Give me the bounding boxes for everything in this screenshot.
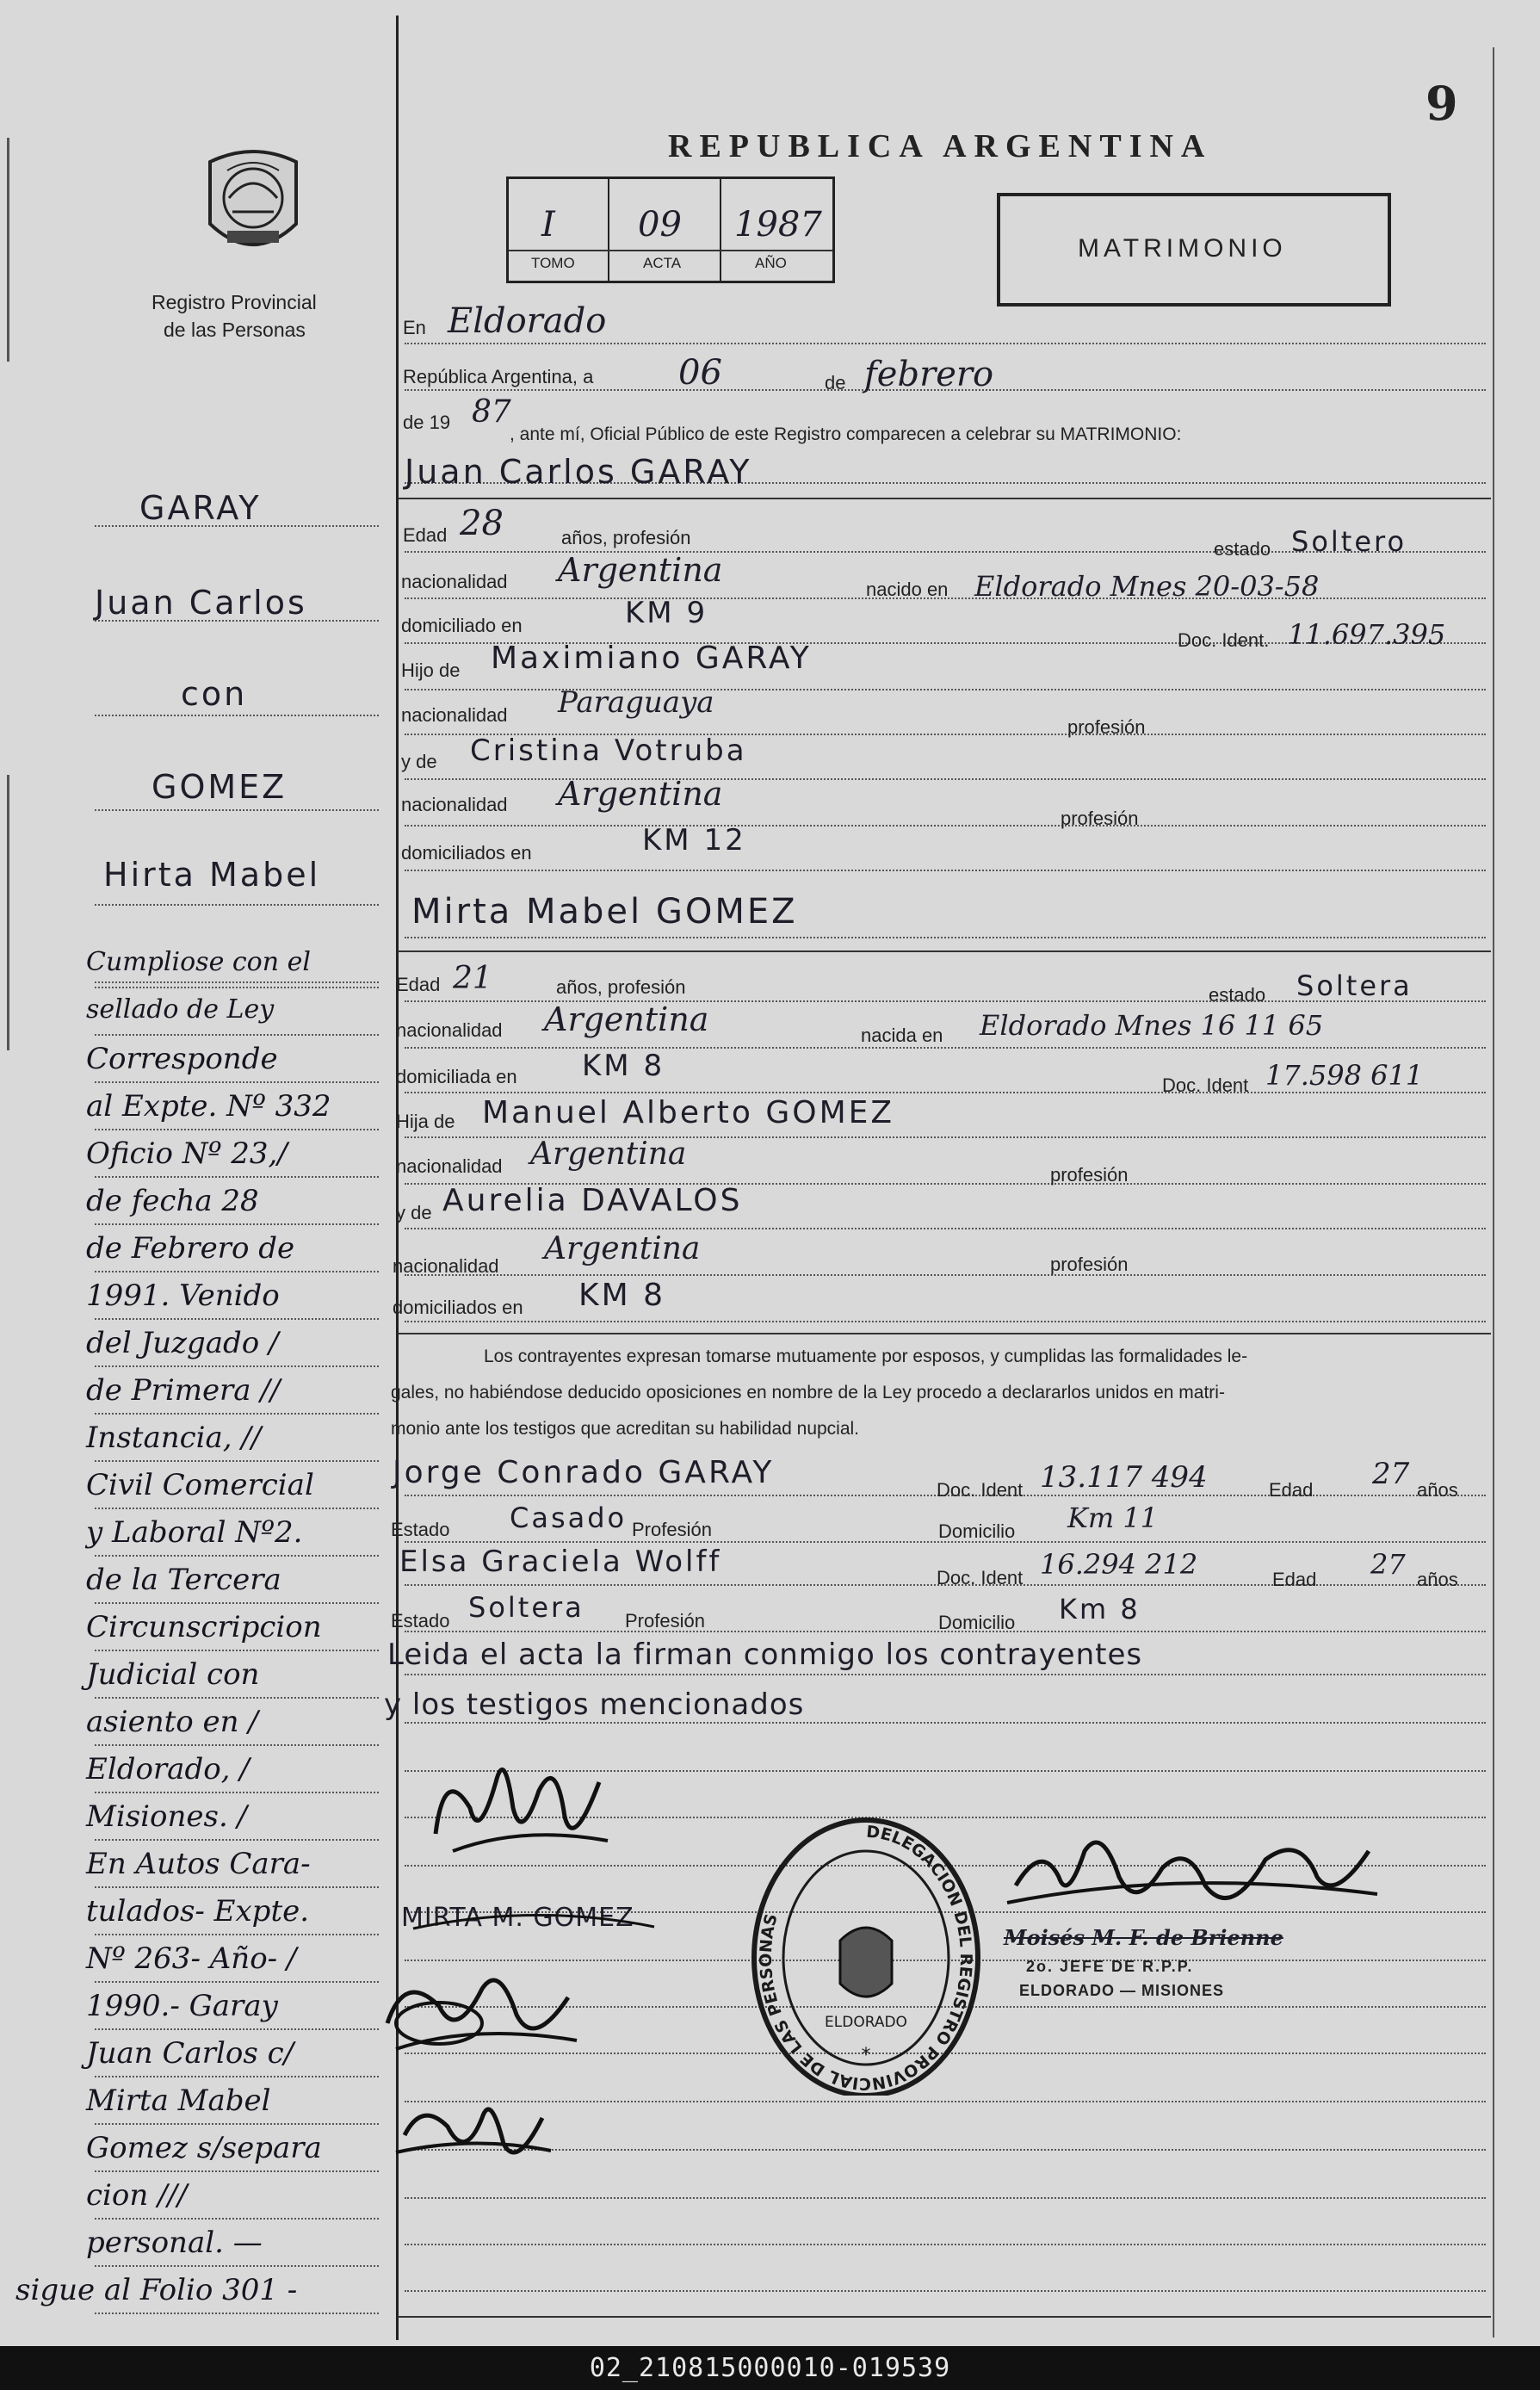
groom-mother-prof-label: profesión xyxy=(1061,808,1139,829)
bride-dom: KM 8 xyxy=(582,1049,665,1083)
year-suffix: 87 xyxy=(472,394,511,430)
registry-name-line1: Registro Provincial xyxy=(152,291,317,313)
margin-note-rule xyxy=(95,1176,379,1178)
margin-note-rule xyxy=(95,1365,379,1367)
bride-mother: Aurelia DAVALOS xyxy=(442,1183,743,1218)
anio-value: 1987 xyxy=(734,205,822,245)
tomo-value: I xyxy=(541,205,555,245)
official-place: ELDORADO — MISIONES xyxy=(1019,1982,1225,1999)
margin-note-line: Cumpliose con el xyxy=(86,947,311,977)
groom-dom-label: domiciliado en xyxy=(401,615,523,636)
legal-paragraph-line1: Los contrayentes expresan tomarse mutuamente por esposos, y cumplidas las formalidades le- xyxy=(484,1347,1248,1366)
bride-signature xyxy=(405,1894,663,1946)
groom-age: 28 xyxy=(460,504,504,543)
bride-parents-dom-label: domiciliados en xyxy=(393,1297,523,1318)
margin-note-rule xyxy=(95,1602,379,1604)
official-title: 2o. JEFE DE R.P.P. xyxy=(1026,1958,1194,1975)
margin-name-1: Juan Carlos xyxy=(95,584,307,622)
margin-rule xyxy=(95,904,379,906)
bride-father-nac-label: nacionalidad xyxy=(396,1155,503,1177)
bride-name: Mirta Mabel GOMEZ xyxy=(411,892,798,932)
margin-note-line: Nº 263- Año- / xyxy=(86,1941,297,1976)
groom-mother-nac-label: nacionalidad xyxy=(401,794,508,815)
bride-age: 21 xyxy=(453,961,492,996)
witness1-profesion-label: Profesión xyxy=(632,1519,712,1540)
margin-con: con xyxy=(181,675,248,713)
margin-note-rule xyxy=(95,1271,379,1272)
bride-dom-label: domiciliada en xyxy=(396,1066,517,1087)
stamp-center-text: ELDORADO xyxy=(825,2014,907,2031)
country-title: REPUBLICA ARGENTINA xyxy=(668,128,1213,164)
body-section-rule xyxy=(398,498,1491,499)
groom-father-prof-label: profesión xyxy=(1067,716,1146,738)
margin-note-line: Misiones. / xyxy=(86,1799,248,1834)
body-rule xyxy=(405,1228,1486,1229)
republica-label: República Argentina, a xyxy=(403,366,594,387)
margin-note-rule xyxy=(95,1886,379,1888)
margin-note-rule xyxy=(95,1839,379,1841)
groom-signature xyxy=(418,1731,625,1868)
tomo-acta-box xyxy=(506,176,835,283)
margin-note-line: cion /// xyxy=(86,2178,188,2213)
witness2-edad-label: Edad xyxy=(1272,1569,1317,1590)
witness2-doc: 16.294 212 xyxy=(1040,1548,1198,1581)
margin-note-rule xyxy=(95,1555,379,1557)
stamp-ring-text: DELEGACION DEL REGISTRO PROVINCIAL DE LAS PERSONAS xyxy=(756,1822,976,2094)
body-rule xyxy=(405,2149,1486,2151)
margin-note-line: Eldorado, / xyxy=(86,1752,250,1786)
margin-note-rule xyxy=(95,1318,379,1320)
groom-father: Maximiano GARAY xyxy=(491,641,812,676)
bride-father-prof-label: profesión xyxy=(1050,1164,1129,1186)
margin-note-line: tulados- Expte. xyxy=(86,1894,310,1929)
groom-estado: Soltero xyxy=(1291,525,1407,558)
body-rule xyxy=(405,2197,1486,2199)
witness2-dom: Km 8 xyxy=(1059,1593,1141,1625)
groom-doc: 11.697.395 xyxy=(1288,618,1446,651)
registry-stamp xyxy=(745,1811,986,2096)
margin-note-line: sigue al Folio 301 - xyxy=(15,2273,298,2307)
bride-edad-label: Edad xyxy=(396,974,441,995)
bride-father: Manuel Alberto GOMEZ xyxy=(482,1095,895,1130)
margin-note-rule xyxy=(95,1460,379,1462)
margin-note-line: sellado de Ley xyxy=(86,994,275,1025)
witness2-doc-label: Doc. Ident xyxy=(937,1567,1024,1588)
margin-note-line: Instancia, // xyxy=(86,1421,262,1455)
margin-note-rule xyxy=(95,2076,379,2077)
bride-estado: Soltera xyxy=(1296,969,1413,1002)
body-rule xyxy=(405,2101,1486,2102)
legal-paragraph-line3: monio ante los testigos que acreditan su habilidad nupcial. xyxy=(391,1419,860,1439)
margin-note-line: Corresponde xyxy=(86,1042,278,1076)
body-rule xyxy=(405,870,1486,871)
body-rule xyxy=(405,2290,1486,2292)
margin-rule xyxy=(95,981,379,983)
margin-name-2: Hirta Mabel xyxy=(103,856,321,894)
groom-doc-label: Doc. Ident. xyxy=(1178,629,1270,651)
groom-yde-label: y de xyxy=(401,751,437,772)
margin-note-rule xyxy=(95,1129,379,1130)
day-value: 06 xyxy=(678,353,722,393)
groom-father-nac: Paraguaya xyxy=(558,685,714,720)
groom-profesion-label: años, profesión xyxy=(561,527,691,548)
intro-text: , ante mí, Oficial Público de este Registro comparecen a celebrar su MATRIMONIO: xyxy=(510,424,1182,444)
witness1-doc-label: Doc. Ident xyxy=(937,1479,1024,1501)
margin-note-rule xyxy=(95,1081,379,1083)
right-border xyxy=(1493,47,1494,2337)
bride-doc-label: Doc. Ident xyxy=(1162,1074,1249,1096)
body-section-rule xyxy=(398,2316,1491,2318)
margin-rule xyxy=(95,809,379,811)
margin-note-line: personal. — xyxy=(86,2226,263,2260)
margin-note-line: y Laboral Nº2. xyxy=(86,1515,303,1550)
closing-line1: Leida el acta la firman conmigo los contrayentes xyxy=(387,1638,1143,1672)
closing-line2: y los testigos mencionados xyxy=(384,1687,805,1722)
left-edge-line-2 xyxy=(7,775,9,1050)
place-value: Eldorado xyxy=(448,301,607,341)
witness2-estado: Soltera xyxy=(468,1591,584,1624)
margin-rule xyxy=(95,715,379,716)
margin-note-line: Judicial con xyxy=(86,1657,260,1692)
body-rule xyxy=(405,1092,1486,1093)
acta-label: ACTA xyxy=(643,255,682,271)
margin-note-rule xyxy=(95,1697,379,1699)
margin-note-rule xyxy=(95,2218,379,2220)
margin-note-rule xyxy=(95,1650,379,1651)
registry-name-line2: de las Personas xyxy=(164,319,306,341)
margin-note-line: de fecha 28 xyxy=(86,1184,259,1218)
witness1-estado: Casado xyxy=(510,1501,628,1534)
body-rule xyxy=(405,1274,1486,1276)
margin-note-line: de Primera // xyxy=(86,1373,281,1408)
margin-note-line: Juan Carlos c/ xyxy=(86,2036,294,2071)
year-prefix: de 19 xyxy=(403,412,451,433)
witness2-age: 27 xyxy=(1370,1548,1406,1581)
margin-note-rule xyxy=(95,1792,379,1793)
witness1-name: Jorge Conrado GARAY xyxy=(393,1455,775,1490)
official-name: Moisés M. F. de Brienne xyxy=(1004,1925,1283,1950)
witness2-anos-label: años xyxy=(1417,1569,1458,1590)
de-label: de xyxy=(825,372,846,393)
margin-note-line: de Febrero de xyxy=(86,1231,295,1266)
witness1-domicilio-label: Domicilio xyxy=(938,1520,1016,1542)
bride-signature-text: MIRTA M. GOMEZ xyxy=(401,1903,634,1933)
svg-text:*: * xyxy=(861,2045,871,2066)
margin-note-rule xyxy=(95,1981,379,1983)
page-number: 9 xyxy=(1426,76,1458,131)
groom-estado-label: estado xyxy=(1214,538,1271,560)
body-rule xyxy=(405,1674,1486,1675)
body-section-rule xyxy=(398,1333,1491,1334)
bride-nac: Argentina xyxy=(544,1000,709,1038)
bride-hija-label: Hija de xyxy=(396,1111,455,1132)
witness1-edad-label: Edad xyxy=(1269,1479,1314,1501)
margin-note-line: 1991. Venido xyxy=(86,1279,280,1313)
bride-profesion-label: años, profesión xyxy=(556,976,686,998)
margin-note-line: En Autos Cara- xyxy=(86,1847,311,1881)
groom-hijo-label: Hijo de xyxy=(401,659,461,681)
bride-mother-nac-label: nacionalidad xyxy=(393,1255,499,1277)
margin-note-rule xyxy=(95,2170,379,2172)
witness2-name: Elsa Graciela Wolff xyxy=(399,1545,722,1579)
anio-label: AÑO xyxy=(755,255,787,271)
body-rule xyxy=(405,1047,1486,1049)
groom-mother: Cristina Votruba xyxy=(470,734,747,768)
body-section-rule xyxy=(398,950,1491,952)
margin-note-rule xyxy=(95,1508,379,1509)
bride-estado-label: estado xyxy=(1209,984,1266,1006)
bride-father-nac: Argentina xyxy=(530,1136,687,1172)
legal-paragraph-line2: gales, no habiéndose deducido oposiciones en nombre de la Ley procedo a declararlos unidos en matri- xyxy=(391,1383,1225,1402)
bride-nac-label: nacionalidad xyxy=(396,1019,503,1041)
margin-note-rule xyxy=(95,1413,379,1415)
margin-surname-2: GOMEZ xyxy=(152,768,288,806)
body-rule xyxy=(405,343,1486,344)
margin-note-rule xyxy=(95,1223,379,1225)
margin-note-line: Circunscripcion xyxy=(86,1610,322,1644)
margin-note-line: del Juzgado / xyxy=(86,1326,279,1360)
month-value: febrero xyxy=(864,355,994,394)
provincial-coat-of-arms xyxy=(193,145,313,265)
groom-dom: KM 9 xyxy=(625,596,708,630)
tomo-label: TOMO xyxy=(531,255,575,271)
groom-mother-nac: Argentina xyxy=(558,775,723,813)
bride-yde-label: y de xyxy=(396,1202,432,1223)
margin-surname-1: GARAY xyxy=(139,489,262,527)
bride-parents-dom: KM 8 xyxy=(578,1278,666,1313)
bride-nacida-label: nacida en xyxy=(861,1025,943,1046)
witness1-signature xyxy=(370,1954,594,2066)
en-label: En xyxy=(403,317,426,338)
margin-note-rule xyxy=(95,2123,379,2125)
margin-note-rule xyxy=(95,1034,379,1036)
witness2-signature xyxy=(387,2084,560,2178)
margin-note-line: de la Tercera xyxy=(86,1563,281,1597)
bride-born: Eldorado Mnes 16 11 65 xyxy=(980,1009,1324,1042)
body-rule xyxy=(405,1722,1486,1724)
groom-edad-label: Edad xyxy=(403,524,448,546)
margin-note-rule xyxy=(95,987,379,988)
witness2-estado-label: Estado xyxy=(391,1610,450,1632)
left-edge-line xyxy=(7,138,9,362)
margin-note-rule xyxy=(95,1934,379,1935)
margin-note-line: Gomez s/separa xyxy=(86,2131,322,2165)
act-type-box xyxy=(997,193,1391,306)
witness2-profesion-label: Profesión xyxy=(625,1610,705,1632)
margin-note-rule xyxy=(95,2265,379,2267)
scan-filename: 02_210815000010-019539 xyxy=(589,2353,951,2383)
groom-nac: Argentina xyxy=(558,551,723,589)
body-rule xyxy=(405,825,1486,827)
margin-note-rule xyxy=(95,1744,379,1746)
margin-note-line: asiento en / xyxy=(86,1705,258,1739)
groom-father-nac-label: nacionalidad xyxy=(401,704,508,726)
acta-value: 09 xyxy=(638,205,682,245)
margin-note-line: al Expte. Nº 332 xyxy=(86,1089,331,1124)
witness1-doc: 13.117 494 xyxy=(1040,1460,1208,1495)
groom-parents-dom: KM 12 xyxy=(642,823,746,858)
margin-note-rule xyxy=(95,2028,379,2030)
body-rule xyxy=(405,937,1486,938)
bride-doc: 17.598 611 xyxy=(1265,1059,1424,1092)
groom-parents-dom-label: domiciliados en xyxy=(401,842,532,864)
margin-note-line: Civil Comercial xyxy=(86,1468,314,1502)
groom-born: Eldorado Mnes 20-03-58 xyxy=(974,570,1320,603)
bride-mother-nac: Argentina xyxy=(544,1231,701,1266)
witness2-domicilio-label: Domicilio xyxy=(938,1612,1016,1633)
bride-mother-prof-label: profesión xyxy=(1050,1254,1129,1275)
margin-note-line: 1990.- Garay xyxy=(86,1989,278,2023)
witness1-anos-label: años xyxy=(1417,1479,1458,1501)
witness1-estado-label: Estado xyxy=(391,1519,450,1540)
act-type-label: MATRIMONIO xyxy=(1078,234,1287,263)
witness1-dom: Km 11 xyxy=(1067,1501,1159,1534)
body-rule xyxy=(405,2244,1486,2245)
groom-nacido-label: nacido en xyxy=(866,579,949,600)
body-rule xyxy=(405,1321,1486,1322)
groom-name: Juan Carlos GARAY xyxy=(405,453,752,491)
margin-note-rule xyxy=(95,2313,379,2314)
groom-nac-label: nacionalidad xyxy=(401,571,508,592)
margin-note-line: Oficio Nº 23,/ xyxy=(86,1136,288,1171)
margin-note-line: Mirta Mabel xyxy=(86,2084,271,2118)
witness1-age: 27 xyxy=(1372,1457,1410,1491)
